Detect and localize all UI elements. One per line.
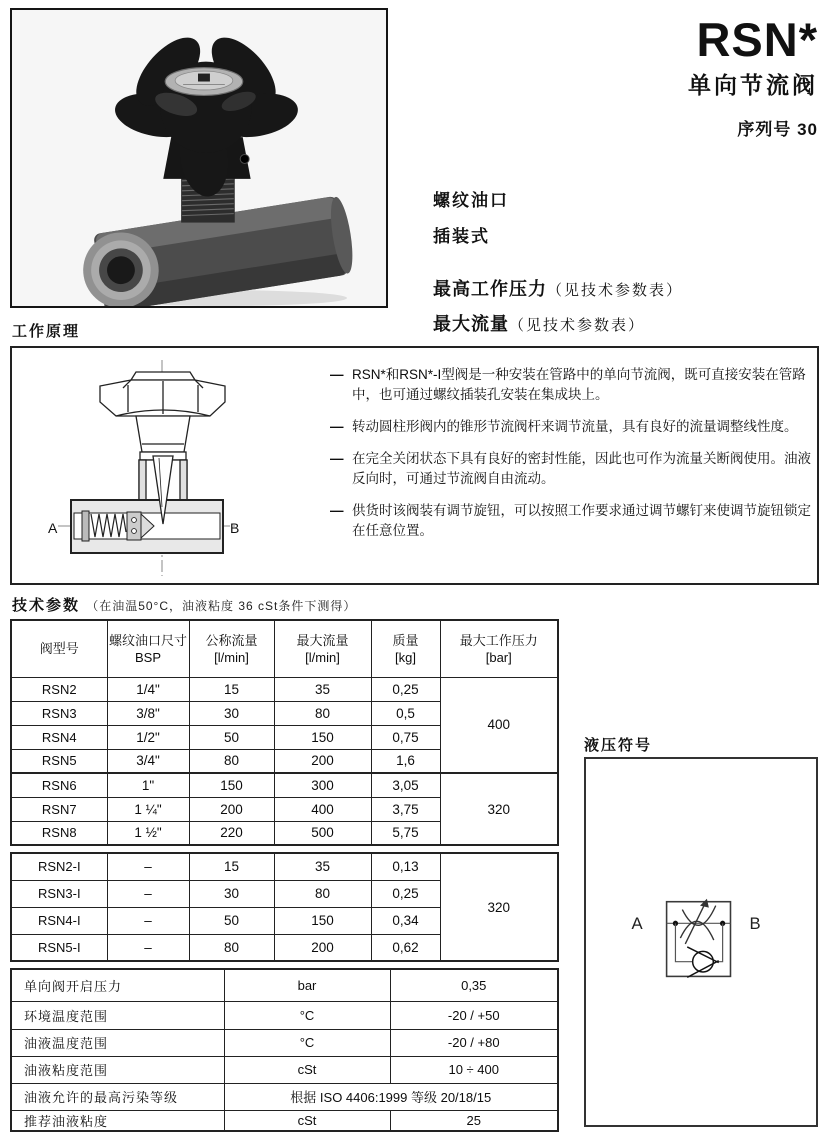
product-photo-frame	[10, 8, 388, 308]
param-merged-value: 根据 ISO 4406:1999 等级 20/18/15	[224, 1083, 558, 1110]
hydraulic-symbol-drawing	[586, 759, 816, 1125]
header-nominal-flow: 公称流量 [l/min]	[189, 620, 274, 677]
header-mass: 质量 [kg]	[371, 620, 440, 677]
max-flow-note: （见技术参数表）	[509, 317, 646, 334]
bullet-item	[330, 501, 812, 541]
port-label-b: B	[230, 520, 240, 536]
spec-table-wrap	[10, 619, 559, 846]
page-title: RSN*	[696, 13, 818, 66]
bullet-item	[330, 417, 812, 437]
cell-max: 150	[274, 725, 371, 749]
header-bsp: 螺纹油口尺寸 BSP	[107, 620, 189, 677]
bullet-dash: —	[330, 367, 344, 382]
bullet-dash: —	[330, 451, 344, 466]
cell-mass: 0,25	[371, 880, 440, 907]
spec-header-row	[11, 620, 558, 677]
bullet-item	[330, 449, 812, 489]
cell-max: 80	[274, 880, 371, 907]
param-unit: cSt	[224, 1056, 390, 1083]
max-working-pressure-note: （见技术参数表）	[547, 282, 684, 299]
tech-params-title: 技术参数	[12, 597, 81, 614]
cell-nominal: 30	[189, 701, 274, 725]
bullet-text: 转动圆柱形阀内的锥形节流阀杆来调节流量，具有良好的流量调整线性度。	[352, 419, 798, 434]
cell-bsp: 1/2"	[107, 725, 189, 749]
cell-bsp: –	[107, 880, 189, 907]
cell-bsp: –	[107, 853, 189, 880]
max-working-pressure-line	[433, 275, 683, 301]
working-principle-heading: 工作原理	[12, 323, 81, 340]
cell-model: RSN5	[11, 749, 107, 773]
max-flow-line	[433, 310, 683, 336]
header-max-flow: 最大流量 [l/min]	[274, 620, 371, 677]
cell-model: RSN2-I	[11, 853, 107, 880]
cell-mass: 0,13	[371, 853, 440, 880]
max-working-pressure-label: 最高工作压力	[433, 279, 547, 299]
param-value: -20 / +50	[390, 1001, 558, 1029]
cell-bsp: 1/4"	[107, 677, 189, 701]
cell-max: 200	[274, 934, 371, 961]
feature-cartridge-type: 插装式	[433, 227, 490, 246]
tech-params-heading	[12, 594, 356, 615]
bullet-list	[330, 365, 812, 553]
bullet-text: RSN*和RSN*-I型阀是一种安装在管路中的单向节流阀，既可直接安装在管路中，也可通过螺纹插装孔安装在集成块上。	[352, 367, 806, 402]
port-label-a: A	[48, 520, 58, 536]
page-subtitle: 单向节流阀	[688, 72, 818, 98]
cell-model: RSN5-I	[11, 934, 107, 961]
param-value: 10 ÷ 400	[390, 1056, 558, 1083]
header-model: 阀型号	[11, 620, 107, 677]
cell-max: 300	[274, 773, 371, 797]
knob-cap	[165, 68, 242, 96]
cell-max: 150	[274, 907, 371, 934]
adjustment-knob-section	[100, 372, 225, 416]
cell-bsp: 1 ¼"	[107, 797, 189, 821]
cell-bsp: 3/8"	[107, 701, 189, 725]
table-row	[11, 969, 558, 1001]
cell-pressure-group1: 400	[440, 677, 558, 773]
params-table	[10, 968, 559, 1132]
param-label: 环境温度范围	[11, 1001, 224, 1029]
cell-nominal: 200	[189, 797, 274, 821]
table-row	[11, 1029, 558, 1056]
cell-pressure-group2: 320	[440, 773, 558, 845]
cell-nominal: 80	[189, 749, 274, 773]
param-unit: bar	[224, 969, 390, 1001]
max-flow-label: 最大流量	[433, 314, 509, 334]
param-label: 油液粘度范围	[11, 1056, 224, 1083]
param-value: 25	[390, 1110, 558, 1131]
adjustment-arrowhead	[700, 899, 709, 908]
poppet	[127, 512, 141, 540]
cell-bsp: 1"	[107, 773, 189, 797]
cell-mass: 0,5	[371, 701, 440, 725]
cell-bsp: –	[107, 907, 189, 934]
bullet-item	[330, 365, 812, 405]
table-row	[11, 773, 558, 797]
cell-mass: 5,75	[371, 821, 440, 845]
cell-mass: 1,6	[371, 749, 440, 773]
cell-nominal: 30	[189, 880, 274, 907]
tech-params-note: （在油温50°C，油液粘度 36 cSt条件下测得）	[86, 599, 357, 613]
params-table-wrap	[10, 968, 559, 1132]
cell-nominal: 15	[189, 853, 274, 880]
cell-max: 400	[274, 797, 371, 821]
hydraulic-symbol-box	[584, 757, 818, 1127]
bullet-dash: —	[330, 503, 344, 518]
cell-max: 500	[274, 821, 371, 845]
cell-mass: 0,75	[371, 725, 440, 749]
series-number: 序列号 30	[737, 120, 818, 139]
param-unit: °C	[224, 1029, 390, 1056]
cell-mass: 0,34	[371, 907, 440, 934]
feature-threaded-ports: 螺纹油口	[433, 191, 509, 210]
param-label: 油液允许的最高污染等级	[11, 1083, 224, 1110]
table-row	[11, 853, 558, 880]
cell-nominal: 150	[189, 773, 274, 797]
hydraulic-symbol-heading: 液压符号	[584, 737, 653, 754]
cell-bsp: 1 ½"	[107, 821, 189, 845]
param-unit: cSt	[224, 1110, 390, 1131]
cell-model: RSN8	[11, 821, 107, 845]
working-principle-box	[10, 346, 819, 585]
cell-model: RSN4-I	[11, 907, 107, 934]
product-photo	[12, 10, 386, 306]
cell-mass: 3,75	[371, 797, 440, 821]
cell-max: 35	[274, 677, 371, 701]
insert-table	[10, 852, 559, 962]
cell-max: 80	[274, 701, 371, 725]
spec-table	[10, 619, 559, 846]
cell-model: RSN3-I	[11, 880, 107, 907]
cell-bsp: 3/4"	[107, 749, 189, 773]
cell-pressure: 320	[440, 853, 558, 961]
cell-max: 35	[274, 853, 371, 880]
param-value: -20 / +80	[390, 1029, 558, 1056]
param-unit: °C	[224, 1001, 390, 1029]
header-max-pressure: 最大工作压力 [bar]	[440, 620, 558, 677]
cell-model: RSN3	[11, 701, 107, 725]
insert-table-wrap	[10, 852, 559, 962]
cell-mass: 0,62	[371, 934, 440, 961]
valve-cross-section-drawing	[28, 352, 314, 580]
cell-model: RSN2	[11, 677, 107, 701]
cell-mass: 0,25	[371, 677, 440, 701]
param-label: 推荐油液粘度	[11, 1110, 224, 1131]
cell-model: RSN7	[11, 797, 107, 821]
cell-model: RSN4	[11, 725, 107, 749]
table-row	[11, 1110, 558, 1131]
cell-nominal: 15	[189, 677, 274, 701]
table-row	[11, 1001, 558, 1029]
table-row	[11, 1083, 558, 1110]
symbol-port-a: A	[631, 914, 643, 934]
table-row	[11, 677, 558, 701]
bullet-text: 在完全关闭状态下具有良好的密封性能，因此也可作为流量关断阀使用。油液反向时，可通过节流阀自由流动。	[352, 451, 811, 486]
cell-max: 200	[274, 749, 371, 773]
bypass-line-left	[675, 923, 692, 961]
cell-nominal: 50	[189, 725, 274, 749]
cell-nominal: 220	[189, 821, 274, 845]
param-value: 0,35	[390, 969, 558, 1001]
cell-nominal: 50	[189, 907, 274, 934]
symbol-port-b: B	[749, 914, 761, 934]
table-row	[11, 1056, 558, 1083]
cell-mass: 3,05	[371, 773, 440, 797]
param-label: 单向阀开启压力	[11, 969, 224, 1001]
bypass-line-right	[718, 923, 723, 961]
cell-nominal: 80	[189, 934, 274, 961]
bullet-text: 供货时该阀装有调节旋钮，可以按照工作要求通过调节螺钉来使调节旋钮锁定在任意位置。	[352, 503, 811, 538]
title-block	[688, 13, 818, 140]
cell-model: RSN6	[11, 773, 107, 797]
param-label: 油液温度范围	[11, 1029, 224, 1056]
bullet-dash: —	[330, 419, 344, 434]
feature-block	[433, 186, 683, 345]
cell-bsp: –	[107, 934, 189, 961]
